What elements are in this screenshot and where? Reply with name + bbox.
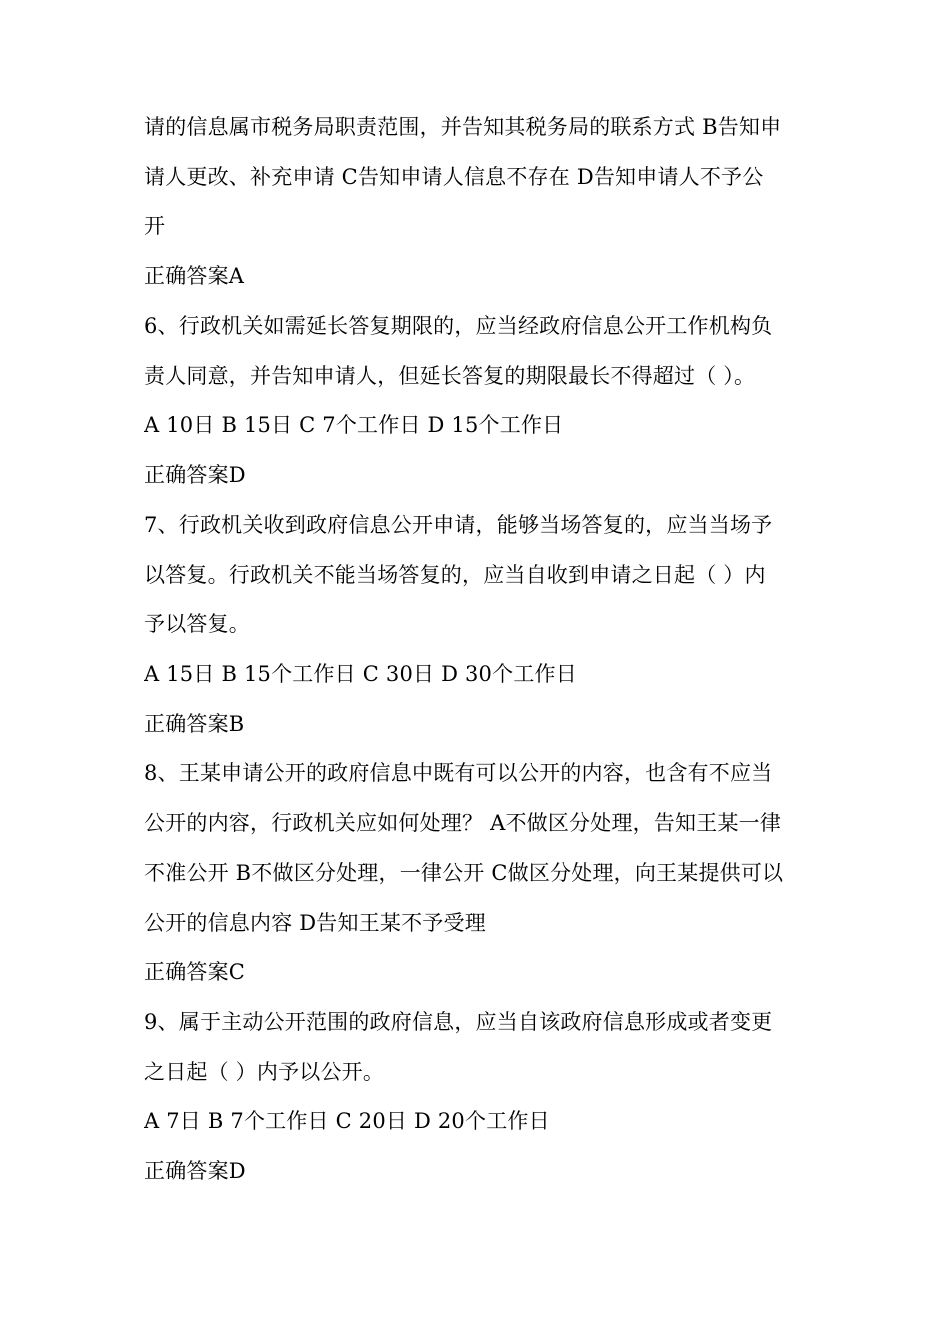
text-line: 开 (144, 214, 166, 238)
text-line: 不准公开 B不做区分处理，一律公开 C做区分处理，向王某提供可以 (144, 861, 784, 885)
options-line: A 15日 B 15个工作日 C 30日 D 30个工作日 (144, 662, 577, 686)
question-line: 6、行政机关如需延长答复期限的，应当经政府信息公开工作机构负 (144, 314, 773, 338)
options-line: A 7日 B 7个工作日 C 20日 D 20个工作日 (144, 1109, 550, 1133)
options-line: A 10日 B 15日 C 7个工作日 D 15个工作日 (144, 413, 564, 437)
question-line: 7、行政机关收到政府信息公开申请，能够当场答复的，应当当场予 (144, 513, 773, 537)
text-line: 责人同意，并告知申请人，但延长答复的期限最长不得超过（ ）。 (144, 364, 756, 388)
question-line: 8、王某申请公开的政府信息中既有可以公开的内容，也含有不应当 (144, 761, 773, 785)
text-line: 之日起（ ）内予以公开。 (144, 1060, 385, 1084)
answer-line: 正确答案A (144, 264, 245, 288)
text-line: 以答复。行政机关不能当场答复的，应当自收到申请之日起（ ）内 (144, 563, 766, 587)
answer-line: 正确答案B (144, 712, 245, 736)
text-line: 公开的信息内容 D告知王某不予受理 (144, 911, 486, 935)
text-line: 予以答复。 (144, 612, 250, 636)
text-line: 公开的内容，行政机关应如何处理？ A不做区分处理，告知王某一律 (144, 811, 782, 835)
answer-line: 正确答案D (144, 1159, 246, 1183)
question-line: 9、属于主动公开范围的政府信息，应当自该政府信息形成或者变更 (144, 1010, 773, 1034)
answer-line: 正确答案C (144, 960, 246, 984)
text-line: 请人更改、补充申请 C告知申请人信息不存在 D告知申请人不予公 (144, 165, 764, 189)
answer-line: 正确答案D (144, 463, 246, 487)
text-line: 请的信息属市税务局职责范围，并告知其税务局的联系方式 B告知申 (144, 115, 782, 139)
